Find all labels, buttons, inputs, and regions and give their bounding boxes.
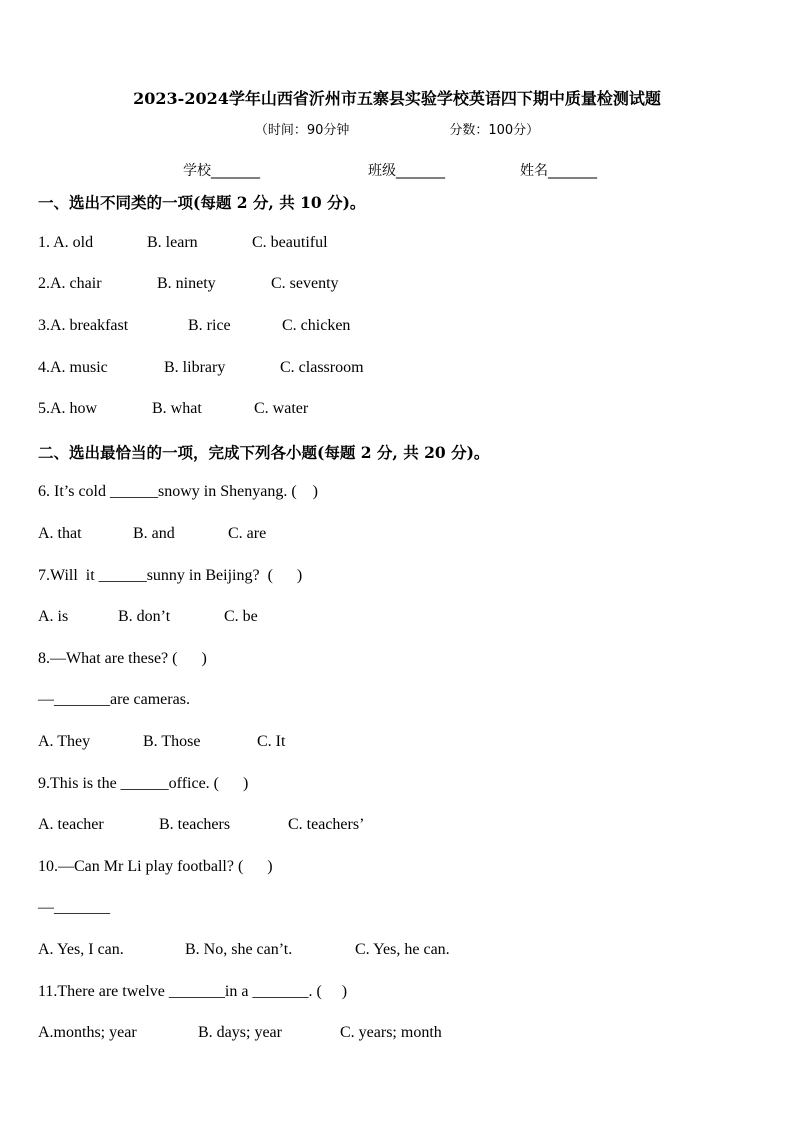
question-1-option-a: 1. A. old [38,234,94,251]
question-4-option-a: 4.A. music [38,359,108,376]
question-6-option-b: B. and [133,525,175,542]
name-field: 姓名_______ [520,163,597,179]
question-10-option-b: B. No, she can’t. [185,941,293,958]
question-2-option-a: 2.A. chair [38,275,102,292]
question-5-option-b: B. what [152,400,202,417]
total-score: 分数：100分） [449,123,540,138]
question-10-option-c: C. Yes, he can. [355,941,450,958]
question-6-option-a: A. that [38,525,82,542]
question-9-option-a: A. teacher [38,816,104,833]
time-limit: （时间：90分钟 [254,123,350,138]
question-7-option-b: B. don’t [118,608,171,625]
question-2-option-b: B. ninety [157,275,216,292]
question-11-stem: 11.There are twelve _______in a _______. ( ) [38,983,348,1000]
question-5-option-c: C. water [254,400,309,417]
question-9-option-c: C. teachers’ [288,816,365,833]
question-11-option-a: A.months; year [38,1024,137,1041]
question-5-option-a: 5.A. how [38,400,98,417]
question-8-stem: 8.—What are these? ( ) [38,650,207,667]
question-7-option-c: C. be [224,608,258,625]
school-field: 学校_______ [183,163,260,179]
question-8-option-a: A. They [38,733,91,750]
question-8-option-c: C. It [257,733,286,750]
question-10-stem: 10.—Can Mr Li play football? ( ) [38,858,273,875]
section-heading-1: 一、选出不同类的一项(每题 2 分, 共 10 分)。 [38,193,366,212]
question-11-option-b: B. days; year [198,1024,282,1041]
question-9-option-b: B. teachers [159,816,231,833]
page-title: 2023-2024学年山西省沂州市五寨县实验学校英语四下期中质量检测试题 [133,89,661,108]
question-6-option-c: C. are [228,525,267,542]
class-field: 班级_______ [368,163,445,179]
question-3-option-a: 3.A. breakfast [38,317,129,334]
question-3-option-b: B. rice [188,317,231,334]
question-1-option-c: C. beautiful [252,234,328,251]
question-11-option-c: C. years; month [340,1024,442,1041]
question-7-option-a: A. is [38,608,69,625]
exam-meta [0,119,794,138]
question-4-option-c: C. classroom [280,359,364,376]
question-7-stem: 7.Will it ______sunny in Beijing? ( ) [38,567,303,584]
question-8-reply: —_______are cameras. [38,691,190,708]
question-8-option-b: B. Those [143,733,201,750]
question-2-option-c: C. seventy [271,275,339,292]
question-9-stem: 9.This is the ______office. ( ) [38,775,249,792]
question-4-option-b: B. library [164,359,226,376]
question-10-reply: —_______ [38,899,110,916]
section-heading-2: 二、选出最恰当的一项，完成下列各小题(每题 2 分, 共 20 分)。 [38,443,490,462]
question-1-option-b: B. learn [147,234,198,251]
question-10-option-a: A. Yes, I can. [38,941,124,958]
question-3-option-c: C. chicken [282,317,351,334]
question-6-stem: 6. It’s cold ______snowy in Shenyang. ( ) [38,483,318,500]
